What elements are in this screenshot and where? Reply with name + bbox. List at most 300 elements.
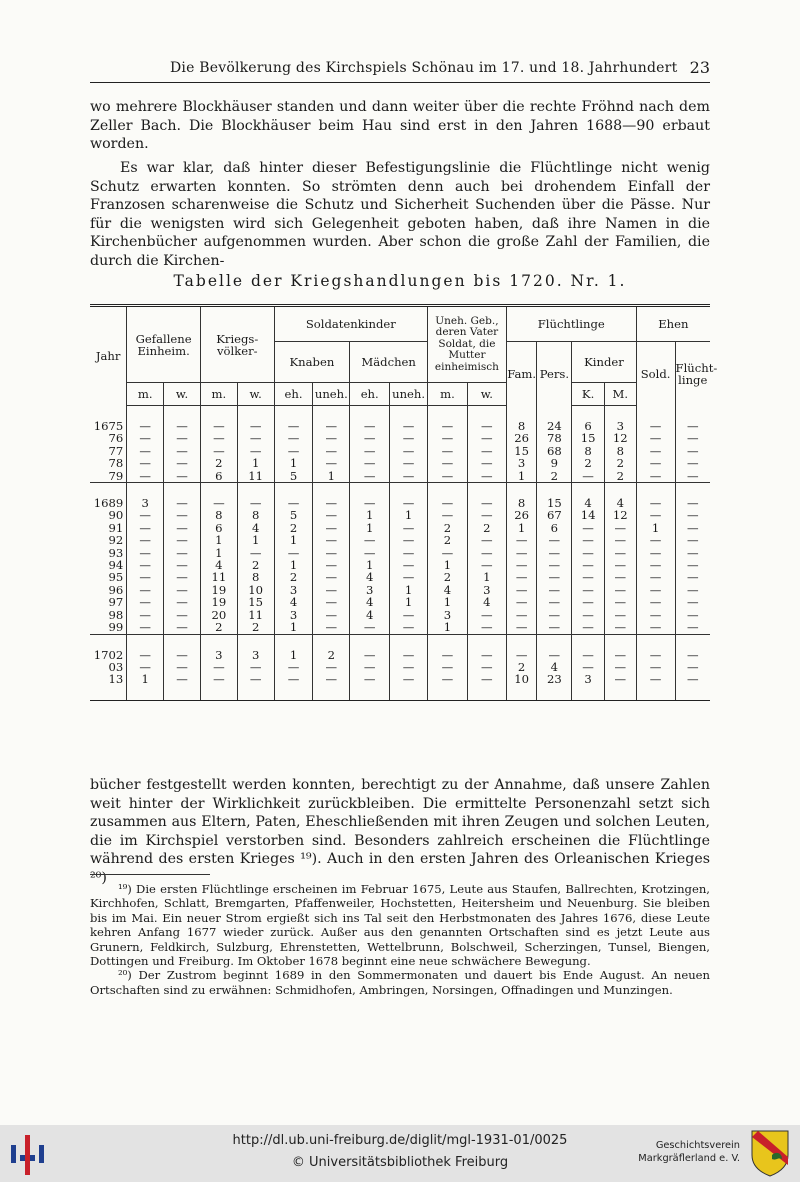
table-cell: 4	[350, 596, 390, 608]
group-spacer	[90, 483, 710, 498]
table-row	[90, 621, 710, 634]
table-cell: —	[636, 534, 675, 546]
col-header-families: Fam.	[506, 342, 537, 406]
table-cell: 9	[537, 457, 572, 469]
table-cell: —	[428, 457, 468, 469]
spacer-cell	[313, 483, 350, 498]
table-cell: 2	[428, 522, 468, 534]
table-cell: —	[313, 534, 350, 546]
table-cell: —	[467, 673, 506, 685]
table-cell: —	[467, 432, 506, 444]
table-cell: —	[127, 534, 164, 546]
table-cell: 4	[274, 596, 313, 608]
table-cell: —	[572, 470, 605, 483]
table-cell: 6	[572, 420, 605, 432]
table-cell: —	[636, 584, 675, 596]
copyright: © Universitätsbibliothek Freiburg	[291, 1155, 509, 1170]
table-cell: —	[274, 673, 313, 685]
spacer-cell	[467, 483, 506, 498]
table-cell: 8	[604, 445, 636, 457]
table-cell: —	[572, 571, 605, 583]
table-cell: —	[274, 547, 313, 559]
table-row	[90, 509, 710, 521]
table-cell: —	[350, 661, 390, 673]
col-header-illegitimate: Uneh. Geb., deren Vater Soldat, die Mutter einheimisch	[428, 306, 507, 383]
table-cell: —	[164, 621, 201, 634]
spacer-cell	[675, 686, 710, 701]
table-cell: —	[350, 470, 390, 483]
col-header-war-people: Kriegs- völker-	[200, 306, 274, 383]
spacer-cell	[237, 406, 274, 421]
spacer-cell	[428, 686, 468, 701]
table-cell: —	[200, 673, 237, 685]
spacer-cell	[636, 483, 675, 498]
table-cell: 2	[428, 534, 468, 546]
group-spacer	[90, 634, 710, 649]
table-cell: —	[164, 571, 201, 583]
table-cell: —	[506, 571, 537, 583]
year-cell: 79	[108, 468, 124, 483]
table-cell: 3	[237, 649, 274, 661]
footnote-rule	[90, 874, 210, 875]
table-cell: 2	[428, 571, 468, 583]
table-cell: —	[313, 559, 350, 571]
table-cell: —	[390, 457, 428, 469]
table-cell: 4	[572, 497, 605, 509]
spacer-cell	[90, 406, 127, 421]
spacer-cell	[200, 406, 237, 421]
table-cell: —	[237, 432, 274, 444]
spacer-cell	[127, 406, 164, 421]
spacer-cell	[636, 686, 675, 701]
spacer-cell	[572, 406, 605, 421]
table-cell: 15	[506, 445, 537, 457]
table-cell: —	[274, 420, 313, 432]
table-cell: 1	[390, 584, 428, 596]
table-cell: 8	[237, 571, 274, 583]
spacer-cell	[164, 686, 201, 701]
sub-header-eh: eh.	[350, 383, 390, 406]
table-cell: —	[537, 609, 572, 621]
table-cell: —	[164, 420, 201, 432]
table-cell: —	[467, 445, 506, 457]
spacer-cell	[164, 634, 201, 649]
table-cell: 2	[604, 457, 636, 469]
table-cell: 5	[274, 509, 313, 521]
spacer-cell	[506, 686, 537, 701]
table-cell: 1	[428, 596, 468, 608]
table-cell: —	[127, 571, 164, 583]
table-cell: 15	[237, 596, 274, 608]
table-cell: —	[675, 649, 710, 661]
table-cell: —	[164, 584, 201, 596]
table-row	[90, 596, 710, 608]
sub-header-k: K.	[572, 383, 605, 406]
table-cell: 19	[200, 596, 237, 608]
table-cell: —	[467, 509, 506, 521]
table-cell: —	[467, 609, 506, 621]
table-cell: —	[390, 470, 428, 483]
spacer-cell	[636, 634, 675, 649]
table-cell: —	[506, 547, 537, 559]
spacer-cell	[604, 483, 636, 498]
spacer-cell	[200, 483, 237, 498]
col-header-fallen: Gefallene Einheim.	[127, 306, 201, 383]
table-cell: —	[390, 621, 428, 634]
table-cell: —	[127, 559, 164, 571]
group-spacer	[90, 406, 710, 421]
table-cell: 12	[604, 509, 636, 521]
table-cell: 11	[200, 571, 237, 583]
table-cell: —	[675, 457, 710, 469]
col-header-marriages: Ehen	[636, 306, 710, 342]
table-cell: —	[127, 596, 164, 608]
table-cell: 1	[200, 534, 237, 546]
spacer-cell	[428, 406, 468, 421]
year-cell: 1689	[93, 496, 124, 511]
table-cell: —	[390, 661, 428, 673]
table-cell: —	[467, 649, 506, 661]
table-cell: 2	[237, 559, 274, 571]
table-cell: —	[467, 470, 506, 483]
spacer-cell	[675, 634, 710, 649]
table-cell: 1	[467, 571, 506, 583]
table-cell: —	[428, 673, 468, 685]
spacer-cell	[506, 634, 537, 649]
spacer-cell	[350, 406, 390, 421]
col-header-refugees: Flüchtlinge	[506, 306, 636, 342]
spacer-cell	[428, 483, 468, 498]
table-cell: 3	[604, 420, 636, 432]
war-statistics-table	[90, 304, 718, 701]
spacer-cell	[506, 483, 537, 498]
table-cell: —	[428, 547, 468, 559]
table-cell: —	[200, 445, 237, 457]
table-cell: 10	[506, 673, 537, 685]
table-row	[90, 534, 710, 546]
spacer-cell	[237, 634, 274, 649]
table-cell: —	[428, 649, 468, 661]
table-cell: 1	[506, 470, 537, 483]
col-header-year: Jahr	[90, 306, 127, 406]
paragraph-2: Es war klar, daß hinter dieser Befestigungslinie die Flüchtlinge nicht wenig Schutz erwarten konnten. So strömten denn auch bei drohendem Einfall der Franzosen scharenweise die Schutz und Sicherheit Suchenden über die Pässe. Nur für die wenigsten wird sich Gelegenheit geboten haben, daß ihre Namen in die Kirchenbücher aufgenommen wurden. Aber schon die große Zahl der Familien, die durch die Kirchen-	[90, 160, 710, 269]
spacer-cell	[313, 634, 350, 649]
table-cell: —	[127, 470, 164, 483]
table-cell: —	[237, 497, 274, 509]
table-cell: —	[506, 559, 537, 571]
table-cell: —	[200, 420, 237, 432]
table-cell: —	[537, 649, 572, 661]
sub-header-w: w.	[467, 383, 506, 406]
table-cell: —	[572, 584, 605, 596]
table-cell: —	[127, 445, 164, 457]
table-cell: —	[675, 661, 710, 673]
running-header	[90, 56, 710, 83]
table-cell: —	[537, 621, 572, 634]
table-cell: —	[428, 470, 468, 483]
table-cell: —	[506, 609, 537, 621]
spacer-cell	[237, 483, 274, 498]
association-name	[638, 1139, 740, 1165]
association-line-1: Geschichtsverein	[655, 1140, 740, 1151]
table-cell: —	[274, 445, 313, 457]
table-cell: —	[200, 432, 237, 444]
table-cell: —	[127, 420, 164, 432]
year-cell: 77	[108, 443, 124, 458]
table-cell: —	[313, 509, 350, 521]
spacer-cell	[350, 686, 390, 701]
table-cell: 1	[313, 470, 350, 483]
table-cell: —	[467, 559, 506, 571]
spacer-cell	[90, 686, 127, 701]
table-cell: —	[675, 559, 710, 571]
table-cell: —	[390, 534, 428, 546]
table-cell: —	[675, 432, 710, 444]
table-cell: —	[390, 497, 428, 509]
spacer-cell	[537, 686, 572, 701]
paragraph-1: wo mehrere Blockhäuser standen und dann weiter über die rechte Fröhnd nach dem Zeller Bach. Die Blockhäuser beim Hau sind erst in den Jahren 1688—90 erbaut worden.	[90, 99, 710, 153]
table-cell: 3	[506, 457, 537, 469]
col-header-girls: Mädchen	[350, 342, 428, 383]
table-cell: 24	[537, 420, 572, 432]
table-cell: —	[313, 432, 350, 444]
table-cell: —	[350, 432, 390, 444]
spacer-cell	[390, 406, 428, 421]
table-cell: 1	[350, 559, 390, 571]
table-cell: —	[506, 534, 537, 546]
spacer-cell	[274, 483, 313, 498]
table-cell: 4	[200, 559, 237, 571]
table-cell: —	[636, 432, 675, 444]
table-cell: —	[636, 470, 675, 483]
table-cell: —	[313, 420, 350, 432]
table-cell: —	[572, 649, 605, 661]
table-cell: 14	[572, 509, 605, 521]
table-cell: —	[604, 559, 636, 571]
spacer-cell	[164, 406, 201, 421]
spacer-cell	[467, 634, 506, 649]
table-cell: 11	[237, 470, 274, 483]
spacer-cell	[200, 686, 237, 701]
table-cell: —	[428, 420, 468, 432]
table-cell: —	[572, 609, 605, 621]
table-cell: —	[350, 673, 390, 685]
table-cell: 2	[274, 522, 313, 534]
table-cell: 4	[604, 497, 636, 509]
table-cell: —	[467, 497, 506, 509]
spacer-cell	[274, 634, 313, 649]
table-cell: —	[636, 497, 675, 509]
table-cell: —	[127, 547, 164, 559]
table-cell: —	[636, 509, 675, 521]
table-cell: —	[313, 571, 350, 583]
table-cell: —	[675, 673, 710, 685]
footnotes	[90, 882, 710, 997]
table-cell: 12	[604, 432, 636, 444]
table-cell: 4	[467, 596, 506, 608]
table-cell: —	[506, 649, 537, 661]
year-cell: 93	[108, 545, 124, 560]
table-cell: —	[675, 534, 710, 546]
sub-header-w: w.	[237, 383, 274, 406]
table-cell: —	[390, 445, 428, 457]
table-cell: —	[537, 559, 572, 571]
table-cell: —	[636, 559, 675, 571]
spacer-cell	[506, 406, 537, 421]
sub-header-m: m.	[428, 383, 468, 406]
table-cell: —	[636, 571, 675, 583]
table-cell: 2	[237, 621, 274, 634]
table-cell: 3	[572, 673, 605, 685]
table-cell: —	[350, 547, 390, 559]
table-cell: 1	[200, 547, 237, 559]
table-cell: 1	[237, 534, 274, 546]
table-cell: —	[313, 445, 350, 457]
table-cell: —	[467, 457, 506, 469]
table-cell: 5	[274, 470, 313, 483]
table-cell: 1	[274, 559, 313, 571]
table-cell: —	[428, 432, 468, 444]
table-cell: —	[350, 497, 390, 509]
table-cell: —	[506, 584, 537, 596]
year-cell: 97	[108, 595, 124, 610]
table-cell: —	[636, 596, 675, 608]
table-cell: —	[164, 509, 201, 521]
table-cell: —	[237, 445, 274, 457]
table-cell: —	[604, 584, 636, 596]
table-cell: —	[390, 673, 428, 685]
table-cell: 2	[572, 457, 605, 469]
table-cell: 1	[636, 522, 675, 534]
year-cell: 98	[108, 607, 124, 622]
table-cell: —	[313, 522, 350, 534]
table-cell: —	[636, 621, 675, 634]
table-cell: —	[164, 497, 201, 509]
table-cell: 78	[537, 432, 572, 444]
spacer-cell	[237, 686, 274, 701]
table-cell: 3	[274, 584, 313, 596]
table-cell: —	[350, 457, 390, 469]
table-cell: 67	[537, 509, 572, 521]
table-cell: —	[572, 596, 605, 608]
viewer-footer	[0, 1125, 800, 1182]
table-cell: 11	[237, 609, 274, 621]
table-cell: —	[127, 609, 164, 621]
year-cell: 13	[108, 672, 124, 687]
table-cell: —	[237, 547, 274, 559]
year-cell: 1702	[93, 647, 124, 662]
table-cell: —	[237, 420, 274, 432]
year-cell: 94	[108, 558, 124, 573]
table-row	[90, 457, 710, 469]
footnote-20: ²⁰) Der Zustrom beginnt 1689 in den Sommermonaten und dauert bis Ende August. An neuen Ortschaften sind zu erwähnen: Schmidhofen, Ambringen, Norsingen, Offnadingen und Munzingen.	[90, 968, 710, 997]
table-cell: 3	[467, 584, 506, 596]
table-cell: —	[390, 559, 428, 571]
table-caption: Tabelle der Kriegshandlungen bis 1720. Nr. 1.	[173, 272, 627, 290]
table-cell: 1	[350, 509, 390, 521]
spacer-cell	[604, 406, 636, 421]
spacer-cell	[537, 406, 572, 421]
spacer-cell	[127, 483, 164, 498]
table-cell: 8	[237, 509, 274, 521]
spacer-cell	[350, 483, 390, 498]
table-cell: —	[572, 661, 605, 673]
table-cell: 1	[127, 673, 164, 685]
year-cell: 76	[108, 431, 124, 446]
table-cell: 2	[200, 621, 237, 634]
table-cell: —	[604, 609, 636, 621]
table-cell: —	[506, 596, 537, 608]
table-cell: —	[636, 445, 675, 457]
table-cell: —	[467, 661, 506, 673]
table-cell: —	[604, 571, 636, 583]
table-cell: —	[675, 571, 710, 583]
table-cell: —	[428, 497, 468, 509]
table-cell: 3	[428, 609, 468, 621]
table-cell: —	[604, 522, 636, 534]
table-cell: 8	[200, 509, 237, 521]
table-cell: —	[467, 547, 506, 559]
sub-header-m: m.	[127, 383, 164, 406]
sub-header-uneh: uneh.	[313, 383, 350, 406]
table-cell: 2	[506, 661, 537, 673]
table-cell: —	[237, 673, 274, 685]
paragraph-3: bücher festgestellt werden konnten, berechtigt zu der Annahme, daß unsere Zahlen weit hinter der Wirklichkeit zurückbleiben. Die ermittelte Personenzahl setzt sich zusammen aus Eltern, Paten, Eheschließenden mit ihren Zeugen und solchen Leuten, die im Kirchspiel verstorben sind. Besonders zahlreich erscheinen die Flüchtlinge während des ersten Krieges ¹⁹). Auch in den ersten Jahren des Orleanischen Krieges ²⁰)	[90, 777, 710, 886]
table-cell: —	[604, 534, 636, 546]
association-line-2: Markgräflerland e. V.	[638, 1153, 740, 1164]
col-header-children: Kinder	[572, 342, 636, 383]
table-cell: —	[164, 457, 201, 469]
spacer-cell	[90, 483, 127, 498]
sub-header-w: w.	[164, 383, 201, 406]
table-cell: —	[428, 509, 468, 521]
spacer-cell	[572, 686, 605, 701]
table-header-row-1	[90, 306, 710, 342]
table-cell: —	[675, 497, 710, 509]
table-cell: —	[572, 621, 605, 634]
table-cell: —	[313, 584, 350, 596]
spacer-cell	[604, 686, 636, 701]
table-cell: —	[428, 661, 468, 673]
table-cell: 4	[350, 609, 390, 621]
table-cell: —	[537, 534, 572, 546]
spacer-cell	[390, 634, 428, 649]
spacer-cell	[636, 406, 675, 421]
spacer-cell	[313, 686, 350, 701]
table-cell: —	[636, 649, 675, 661]
table-cell: —	[390, 571, 428, 583]
footnote-19: ¹⁹) Die ersten Flüchtlinge erscheinen im Februar 1675, Leute aus Staufen, Ballrechten, Krotzingen, Kirchhofen, Schlatt, Bremgarten, Pfaffenweiler, Hochstetten, Heitersheim und Neuenburg. Sie bleiben bis im Mai. Ein neuer Strom ergießt sich ins Tal seit den Herbstmonaten des Jahres 1676, diese Leute kehren Anfang 1677 wieder zurück. Außer aus den genannten Ortschaften sind es jetzt Leute aus Grunern, Feldkirch, Sulzburg, Ehrenstetten, Wettelbrunn, Bolschweil, Scherzingen, Tunsel, Biengen, Dottingen und Freiburg. Im Oktober 1678 beginnt eine neue schwächere Bewegung.	[90, 882, 710, 969]
table-cell: —	[350, 445, 390, 457]
spacer-cell	[572, 634, 605, 649]
table-cell: —	[467, 534, 506, 546]
document-url[interactable]: http://dl.ub.uni-freiburg.de/diglit/mgl-1931-01/0025	[232, 1133, 568, 1148]
sub-header-uneh: uneh.	[390, 383, 428, 406]
col-header-boys: Knaben	[274, 342, 350, 383]
year-cell: 96	[108, 582, 124, 597]
spacer-cell	[127, 686, 164, 701]
table-cell: 6	[200, 470, 237, 483]
table-row	[90, 571, 710, 583]
table-cell: 23	[537, 673, 572, 685]
table-cell: 4	[537, 661, 572, 673]
table-cell: —	[390, 420, 428, 432]
table-cell: —	[675, 420, 710, 432]
table-cell: 2	[604, 470, 636, 483]
spacer-cell	[313, 406, 350, 421]
table-cell: —	[164, 445, 201, 457]
table-cell: —	[313, 596, 350, 608]
